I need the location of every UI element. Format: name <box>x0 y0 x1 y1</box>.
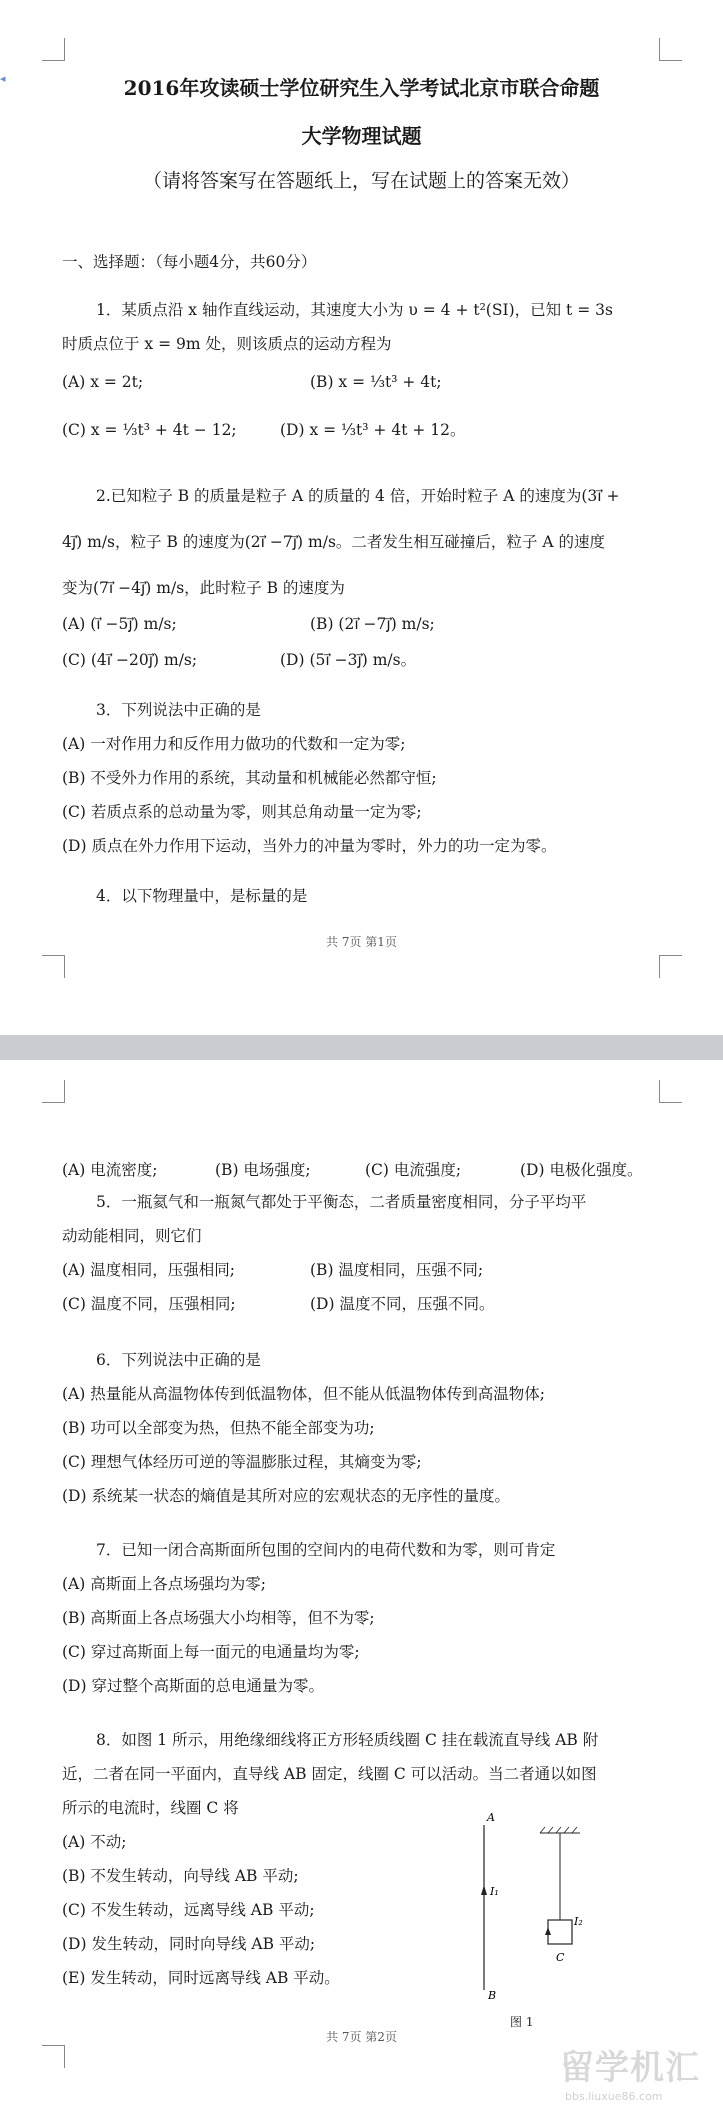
q5-option-d: (D) 温度不同，压强不同。 <box>310 1295 495 1313</box>
q2-text: 变为(7i⃗ −4j⃗) m/s，此时粒子 B 的速度为 <box>62 579 345 597</box>
q2-option-c: (C) (4i⃗ −20j⃗) m/s; <box>62 651 198 669</box>
q2-option-b: (B) (2i⃗ −7j⃗) m/s; <box>310 615 435 633</box>
q8-option-e: (E) 发生转动，同时远离导线 AB 平动。 <box>62 1969 340 1987</box>
q6-option-d: (D) 系统某一状态的熵值是其所对应的宏观状态的无序性的量度。 <box>62 1487 510 1505</box>
label-c: C <box>556 1951 565 1964</box>
hatch-mark <box>572 1827 577 1833</box>
q1-option-c: (C) x = ⅓t³ + 4t − 12; <box>62 421 237 439</box>
q7-option-a: (A) 高斯面上各点场强均为零; <box>62 1575 266 1593</box>
q5-option-a: (A) 温度相同，压强相同; <box>62 1261 235 1279</box>
q1-option-a: (A) x = 2t; <box>62 373 144 391</box>
q2-option-d: (D) (5i⃗ −3j⃗) m/s。 <box>280 651 417 669</box>
hatch-mark <box>556 1827 561 1833</box>
q2-text: 4j⃗) m/s，粒子 B 的速度为(2i⃗ −7j⃗) m/s。二者发生相互碰撞后，粒子 A 的速度 <box>62 533 605 551</box>
coil-current-arrow-icon <box>545 1927 551 1935</box>
exam-subject: 大学物理试题 <box>301 124 422 148</box>
corner-mark <box>42 955 65 978</box>
q8-option-c: (C) 不发生转动，远离导线 AB 平动; <box>62 1901 315 1919</box>
q6-text: 6．下列说法中正确的是 <box>96 1351 261 1369</box>
q8-option-a: (A) 不动; <box>62 1833 127 1851</box>
label-b: B <box>488 1989 497 2002</box>
q6-option-b: (B) 功可以全部变为热，但热不能全部变为功; <box>62 1419 375 1437</box>
q7-option-d: (D) 穿过整个高斯面的总电通量为零。 <box>62 1677 324 1695</box>
label-a: A <box>487 1811 495 1824</box>
q3-option-b: (B) 不受外力作用的系统，其动量和机械能必然都守恒; <box>62 769 437 787</box>
label-i2: I₂ <box>574 1915 583 1928</box>
q4-text: 4．以下物理量中，是标量的是 <box>96 887 308 905</box>
page-footer: 共 7页 第2页 <box>326 2030 397 2044</box>
q8-text: 8．如图 1 所示，用绝缘细线将正方形轻质线圈 C 挂在载流直导线 AB 附 <box>96 1731 599 1749</box>
q4-option-d: (D) 电极化强度。 <box>520 1161 643 1179</box>
q2-option-a: (A) (i⃗ −5j⃗) m/s; <box>62 615 177 633</box>
q5-option-b: (B) 温度相同，压强不同; <box>310 1261 484 1279</box>
q3-option-d: (D) 质点在外力作用下运动，当外力的冲量为零时，外力的功一定为零。 <box>62 837 557 855</box>
q3-option-c: (C) 若质点系的总动量为零，则其总角动量一定为零; <box>62 803 422 821</box>
q3-text: 3．下列说法中正确的是 <box>96 701 261 719</box>
page-footer: 共 7页 第1页 <box>326 935 397 949</box>
page-separator <box>0 1035 723 1060</box>
q1-option-b: (B) x = ⅓t³ + 4t; <box>310 373 442 391</box>
q3-option-a: (A) 一对作用力和反作用力做功的代数和一定为零; <box>62 735 406 753</box>
corner-mark <box>659 955 682 978</box>
q8-option-d: (D) 发生转动，同时向导线 AB 平动; <box>62 1935 316 1953</box>
exam-note: （请将答案写在答题纸上，写在试题上的答案无效） <box>142 170 580 192</box>
figure-caption: 图 1 <box>510 2015 534 2029</box>
margin-marker: ◂ <box>0 72 6 85</box>
document-page-2 <box>0 1060 723 2117</box>
hatch-mark <box>540 1827 545 1833</box>
hatch-mark <box>548 1827 553 1833</box>
q1-text: 时质点位于 x = 9m 处，则该质点的运动方程为 <box>62 335 392 353</box>
q1-option-d: (D) x = ⅓t³ + 4t + 12。 <box>280 421 466 439</box>
q4-option-a: (A) 电流密度; <box>62 1161 158 1179</box>
hatch-mark <box>564 1827 569 1833</box>
section-heading: 一、选择题：（每小题4分，共60分） <box>62 253 317 271</box>
q5-option-c: (C) 温度不同，压强相同; <box>62 1295 236 1313</box>
q5-text: 动动能相同，则它们 <box>62 1227 202 1245</box>
q7-text: 7．已知一闭合高斯面所包围的空间内的电荷代数和为零，则可肯定 <box>96 1541 556 1559</box>
corner-mark <box>659 1080 682 1103</box>
q8-option-b: (B) 不发生转动，向导线 AB 平动; <box>62 1867 299 1885</box>
corner-mark <box>42 2045 65 2068</box>
q7-option-b: (B) 高斯面上各点场强大小均相等，但不为零; <box>62 1609 375 1627</box>
q6-option-a: (A) 热量能从高温物体传到低温物体，但不能从低温物体传到高温物体; <box>62 1385 545 1403</box>
q4-option-b: (B) 电场强度; <box>215 1161 311 1179</box>
q1-text: 1．某质点沿 x 轴作直线运动，其速度大小为 υ = 4 + t²(SI)，已知 t = 3s <box>96 301 613 319</box>
watermark-url: bbs.liuxue86.com <box>565 2090 663 2103</box>
q6-option-c: (C) 理想气体经历可逆的等温膨胀过程，其熵变为零; <box>62 1453 422 1471</box>
current-arrow-icon <box>481 1885 487 1895</box>
q7-option-c: (C) 穿过高斯面上每一面元的电通量均为零; <box>62 1643 360 1661</box>
corner-mark <box>42 38 65 61</box>
q2-text: 2.已知粒子 B 的质量是粒子 A 的质量的 4 倍，开始时粒子 A 的速度为(3i⃗ + <box>96 487 620 505</box>
coil-c <box>548 1920 572 1944</box>
q8-text: 近，二者在同一平面内，直导线 AB 固定，线圈 C 可以活动。当二者通以如图 <box>62 1765 597 1783</box>
corner-mark <box>659 38 682 61</box>
document-page-1 <box>0 0 723 1035</box>
figure-1-diagram <box>470 1805 610 2005</box>
q4-option-c: (C) 电流强度; <box>365 1161 462 1179</box>
q5-text: 5．一瓶氦气和一瓶氮气都处于平衡态，二者质量密度相同，分子平均平 <box>96 1193 587 1211</box>
label-i1: I₁ <box>490 1885 499 1898</box>
corner-mark <box>42 1080 65 1103</box>
watermark-logo: 留学机汇 <box>560 2048 700 2088</box>
exam-title: 2016年攻读硕士学位研究生入学考试北京市联合命题 <box>123 76 600 100</box>
q8-text: 所示的电流时，线圈 C 将 <box>62 1799 239 1817</box>
